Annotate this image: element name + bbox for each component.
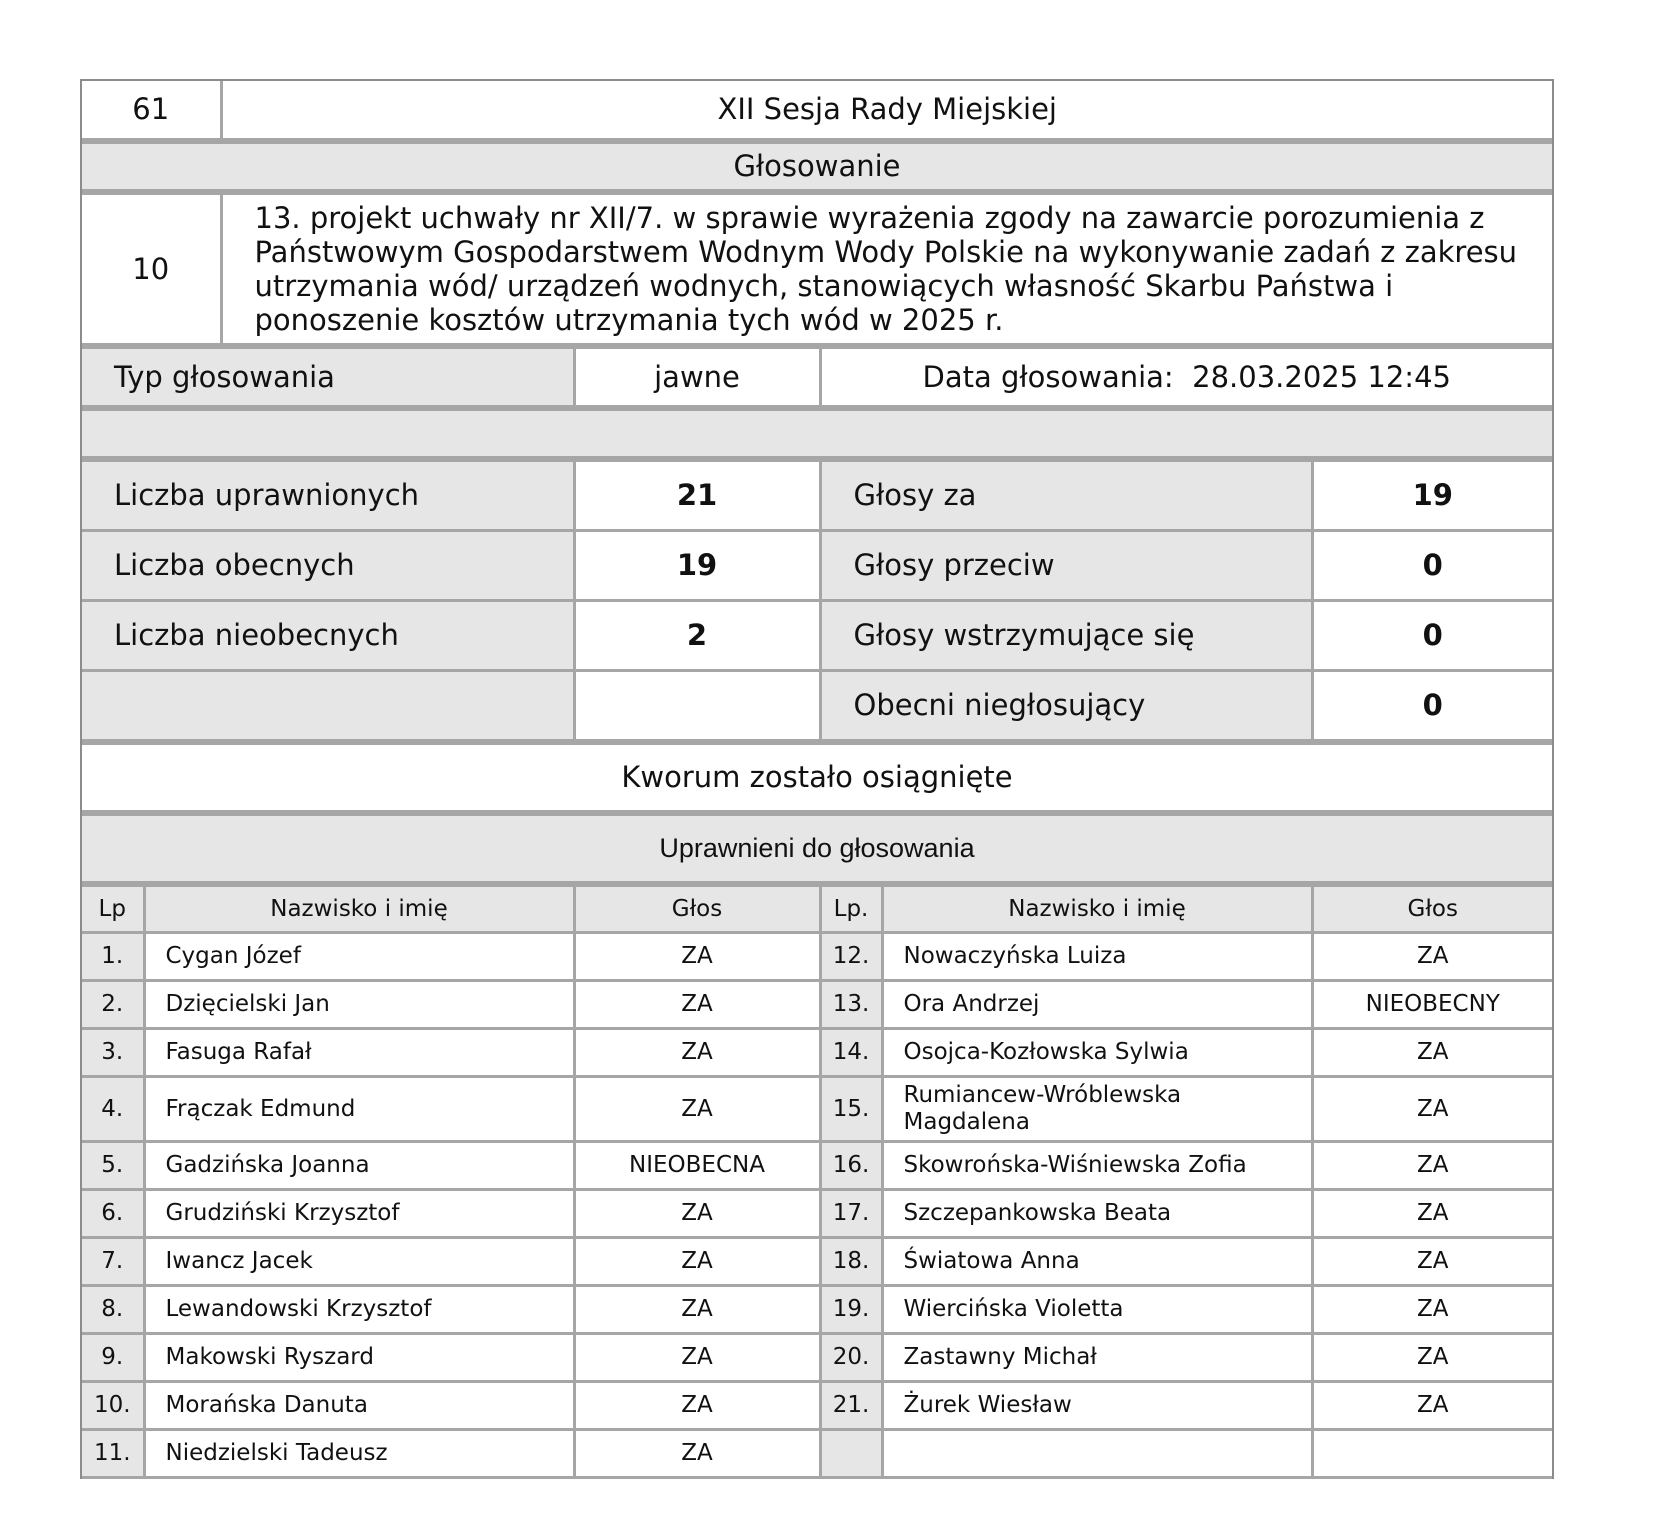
- list-title: Uprawnieni do głosowania: [82, 814, 1552, 882]
- vote-cell: ZA: [574, 980, 820, 1028]
- name-cell: Ora Andrzej: [882, 980, 1312, 1028]
- lp-cell: 5.: [82, 1141, 144, 1189]
- col-header-name-right: Nazwisko i imię: [882, 885, 1312, 932]
- lp-cell: 6.: [82, 1189, 144, 1237]
- table-row: [82, 1381, 1552, 1429]
- name-cell: Morańska Danuta: [144, 1381, 574, 1429]
- vote-date-value: 28.03.2025 12:45: [1192, 359, 1451, 394]
- vote-cell: ZA: [1312, 1285, 1552, 1333]
- table-row: [82, 1189, 1552, 1237]
- table-row: [82, 1333, 1552, 1381]
- name-cell: Wiercińska Violetta: [882, 1285, 1312, 1333]
- against-value: 0: [1312, 530, 1552, 600]
- empty-value-cell: [574, 670, 820, 740]
- col-header-lp-right: Lp.: [820, 885, 882, 932]
- col-header-name-left: Nazwisko i imię: [144, 885, 574, 932]
- name-cell: Skowrońska-Wiśniewska Zofia: [882, 1141, 1312, 1189]
- vote-cell: ZA: [574, 1189, 820, 1237]
- voters-table: [82, 884, 1552, 1479]
- lp-cell: 9.: [82, 1333, 144, 1381]
- session-title: XII Sesja Rady Miejskiej: [221, 81, 1552, 139]
- spacer-band-table: [82, 408, 1552, 459]
- vote-date-label: Data głosowania:: [922, 359, 1174, 394]
- table-row: [82, 1285, 1552, 1333]
- table-row: [82, 1429, 1552, 1477]
- table-row: [82, 980, 1552, 1028]
- col-header-vote-left: Głos: [574, 885, 820, 932]
- vote-date: [820, 347, 1552, 406]
- vote-cell: ZA: [574, 1028, 820, 1076]
- name-cell: Żurek Wiesław: [882, 1381, 1312, 1429]
- motion-table: [82, 192, 1552, 346]
- name-cell: Niedzielski Tadeusz: [144, 1429, 574, 1477]
- vote-cell: ZA: [574, 1076, 820, 1141]
- lp-cell: 4.: [82, 1076, 144, 1141]
- name-cell: Rumiancew-Wróblewska Magdalena: [882, 1076, 1312, 1141]
- vote-cell: ZA: [1312, 932, 1552, 980]
- lp-cell: 3.: [82, 1028, 144, 1076]
- motion-number: 10: [82, 193, 221, 344]
- vote-cell: ZA: [1312, 1028, 1552, 1076]
- name-cell: Fasuga Rafał: [144, 1028, 574, 1076]
- table-row: [82, 1237, 1552, 1285]
- lp-cell: 19.: [820, 1285, 882, 1333]
- name-cell: [882, 1429, 1312, 1477]
- spacer-band: [82, 409, 1552, 457]
- vote-cell: ZA: [1312, 1189, 1552, 1237]
- name-cell: Cygan Józef: [144, 932, 574, 980]
- name-cell: Makowski Ryszard: [144, 1333, 574, 1381]
- vote-cell: ZA: [574, 1237, 820, 1285]
- quorum-status: Kworum zostało osiągnięte: [82, 743, 1552, 811]
- lp-cell: 11.: [82, 1429, 144, 1477]
- vote-cell: ZA: [1312, 1141, 1552, 1189]
- absent-label: Liczba nieobecnych: [82, 600, 574, 670]
- table-row: [82, 1028, 1552, 1076]
- nonvoting-value: 0: [1312, 670, 1552, 740]
- vote-cell: NIEOBECNA: [574, 1141, 820, 1189]
- name-cell: Osojca-Kozłowska Sylwia: [882, 1028, 1312, 1076]
- lp-cell: 1.: [82, 932, 144, 980]
- vote-cell: ZA: [574, 1333, 820, 1381]
- section-title-table: [82, 141, 1552, 192]
- quorum-table: [82, 742, 1552, 813]
- table-row: [82, 1141, 1552, 1189]
- lp-cell: 7.: [82, 1237, 144, 1285]
- name-cell: Zastawny Michał: [882, 1333, 1312, 1381]
- for-label: Głosy za: [820, 460, 1312, 530]
- name-cell: Iwancz Jacek: [144, 1237, 574, 1285]
- name-cell: Gadzińska Joanna: [144, 1141, 574, 1189]
- lp-cell: 10.: [82, 1381, 144, 1429]
- col-header-lp-left: Lp: [82, 885, 144, 932]
- name-cell: Światowa Anna: [882, 1237, 1312, 1285]
- lp-cell: 18.: [820, 1237, 882, 1285]
- lp-cell: 13.: [820, 980, 882, 1028]
- vote-cell: ZA: [574, 1429, 820, 1477]
- vote-cell: ZA: [1312, 1333, 1552, 1381]
- lp-cell: 2.: [82, 980, 144, 1028]
- vote-cell: [1312, 1429, 1552, 1477]
- lp-cell: 20.: [820, 1333, 882, 1381]
- session-number: 61: [82, 81, 221, 139]
- present-value: 19: [574, 530, 820, 600]
- abstain-value: 0: [1312, 600, 1552, 670]
- vote-type-label: Typ głosowania: [82, 347, 574, 406]
- name-cell: Dzięcielski Jan: [144, 980, 574, 1028]
- col-header-vote-right: Głos: [1312, 885, 1552, 932]
- list-title-table: [82, 813, 1552, 884]
- vote-cell: NIEOBECNY: [1312, 980, 1552, 1028]
- absent-value: 2: [574, 600, 820, 670]
- against-label: Głosy przeciw: [820, 530, 1312, 600]
- name-cell: Grudziński Krzysztof: [144, 1189, 574, 1237]
- nonvoting-label: Obecni niegłosujący: [820, 670, 1312, 740]
- lp-cell: 16.: [820, 1141, 882, 1189]
- lp-cell: 17.: [820, 1189, 882, 1237]
- lp-cell: [820, 1429, 882, 1477]
- vote-type-value: jawne: [574, 347, 820, 406]
- session-header: [82, 81, 1552, 141]
- vote-cell: ZA: [1312, 1076, 1552, 1141]
- section-title: Głosowanie: [82, 142, 1552, 190]
- table-row: [82, 1076, 1552, 1141]
- vote-cell: ZA: [574, 932, 820, 980]
- stats-table: [82, 459, 1552, 742]
- vote-type-table: [82, 346, 1552, 408]
- name-cell: Lewandowski Krzysztof: [144, 1285, 574, 1333]
- table-row: [82, 932, 1552, 980]
- motion-text: 13. projekt uchwały nr XII/7. w sprawie wyrażenia zgody na zawarcie porozumienia z Państwowym Gospodarstwem Wodnym Wody Polskie na wykonywanie zadań z zakresu utrzymania wód/ urządzeń wodnych, stanowiących własność Skarbu Państwa i ponoszenie kosztów utrzymania tych wód w 2025 r.: [221, 193, 1552, 344]
- for-value: 19: [1312, 460, 1552, 530]
- abstain-label: Głosy wstrzymujące się: [820, 600, 1312, 670]
- vote-cell: ZA: [574, 1381, 820, 1429]
- eligible-value: 21: [574, 460, 820, 530]
- lp-cell: 12.: [820, 932, 882, 980]
- vote-cell: ZA: [1312, 1237, 1552, 1285]
- lp-cell: 14.: [820, 1028, 882, 1076]
- vote-cell: ZA: [1312, 1381, 1552, 1429]
- lp-cell: 15.: [820, 1076, 882, 1141]
- lp-cell: 21.: [820, 1381, 882, 1429]
- present-label: Liczba obecnych: [82, 530, 574, 600]
- name-cell: Nowaczyńska Luiza: [882, 932, 1312, 980]
- lp-cell: 8.: [82, 1285, 144, 1333]
- voting-report: [80, 79, 1554, 1479]
- eligible-label: Liczba uprawnionych: [82, 460, 574, 530]
- name-cell: Szczepankowska Beata: [882, 1189, 1312, 1237]
- vote-cell: ZA: [574, 1285, 820, 1333]
- empty-label-cell: [82, 670, 574, 740]
- name-cell: Frączak Edmund: [144, 1076, 574, 1141]
